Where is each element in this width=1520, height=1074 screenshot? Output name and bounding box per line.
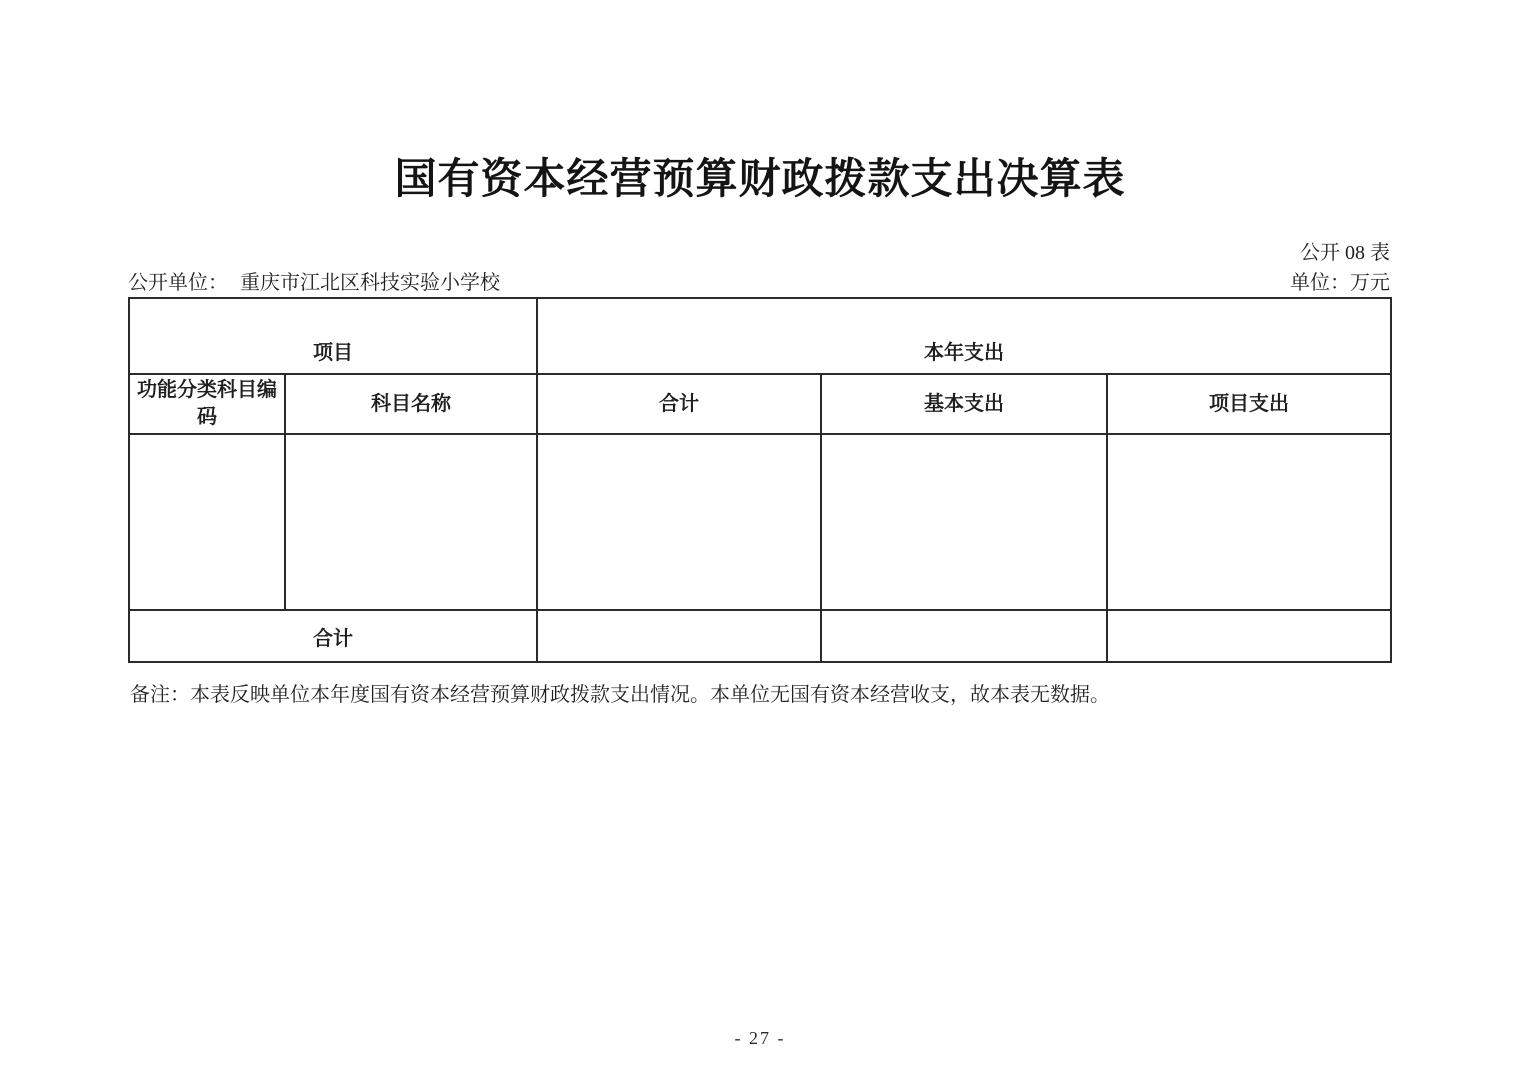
total-row-basic-cell — [821, 610, 1107, 662]
publisher-label: 公开单位： — [128, 272, 228, 294]
empty-cell-project — [1107, 434, 1391, 610]
empty-data-row — [129, 434, 1391, 610]
meta-row — [128, 266, 1390, 295]
table-note: 备注：本表反映单位本年度国有资本经营预算财政拨款支出情况。本单位无国有资本经营收支，故本表无数据。 — [130, 684, 1110, 706]
empty-cell-basic — [821, 434, 1107, 610]
total-row — [129, 610, 1391, 662]
document-title: 国有资本经营预算财政拨款支出决算表 — [394, 157, 1126, 203]
header-subject-name: 科目名称 — [285, 374, 537, 434]
header-project-group: 项目 — [129, 298, 537, 374]
page-number: - 27 - — [734, 1028, 786, 1048]
header-functional-code: 功能分类科目编码 — [129, 374, 285, 434]
total-row-total-cell — [537, 610, 821, 662]
empty-cell-total — [537, 434, 821, 610]
header-project-expenditure: 项目支出 — [1107, 374, 1391, 434]
empty-cell-subject — [285, 434, 537, 610]
empty-cell-code — [129, 434, 285, 610]
total-row-label: 合计 — [129, 610, 537, 662]
group-header-row — [129, 298, 1391, 374]
column-header-row — [129, 374, 1391, 434]
currency-unit: 单位：万元 — [1290, 272, 1390, 294]
header-total: 合计 — [537, 374, 821, 434]
publisher-line — [128, 266, 500, 295]
total-row-project-cell — [1107, 610, 1391, 662]
form-code: 公开 08 表 — [1300, 242, 1390, 264]
finance-table — [128, 297, 1392, 663]
header-current-year-expenditure-group: 本年支出 — [537, 298, 1391, 374]
publisher-name: 重庆市江北区科技实验小学校 — [240, 272, 500, 294]
header-basic-expenditure: 基本支出 — [821, 374, 1107, 434]
